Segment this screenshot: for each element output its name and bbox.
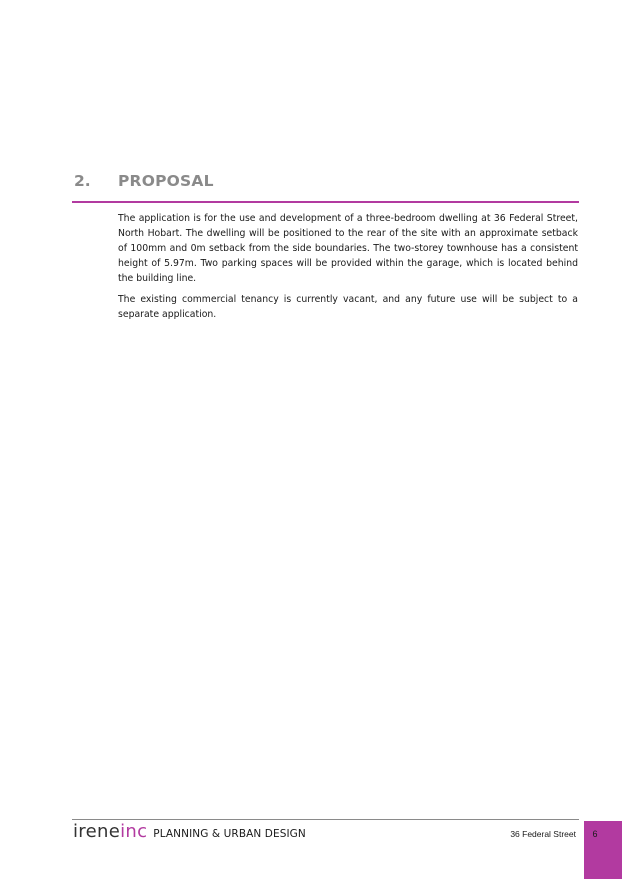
body-text [118, 211, 578, 328]
paragraph: The application is for the use and development of a three-bedroom dwelling at 36 Federal Street, North Hobart. The dwelling will be positioned to the rear of the site with an approximate setback of 100mm and 0m setback from the side boundaries. The two-storey townhouse has a consistent height of 5.97m. Two parking spaces will be provided within the garage, which is located behind the building line. [118, 213, 578, 284]
logo-accent-text: inc [120, 821, 148, 842]
footer-divider [72, 819, 579, 820]
paragraph: The existing commercial tenancy is currently vacant, and any future use will be subject to a separate application. [118, 294, 578, 320]
section-heading [74, 170, 579, 196]
company-logo [73, 821, 306, 845]
page-number-tab [584, 821, 622, 879]
logo-primary-text: irene [73, 821, 121, 842]
page-number: 6 [592, 829, 598, 839]
footer-address: 36 Federal Street [510, 829, 576, 839]
logo-tagline: PLANNING & URBAN DESIGN [153, 828, 306, 840]
heading-divider [72, 201, 579, 203]
section-number: 2. [74, 172, 91, 190]
section-title: PROPOSAL [118, 172, 214, 190]
